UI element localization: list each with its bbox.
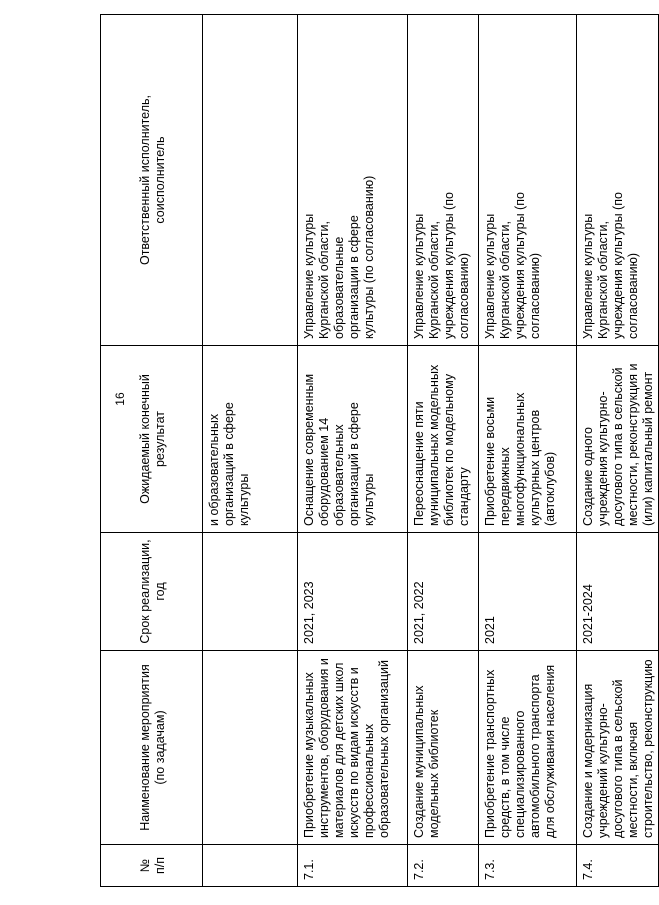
cell-number: 7.2. [408,845,479,887]
cell-number [203,845,298,887]
cell-measure-name [203,651,298,845]
table-row [479,15,577,887]
header-measure-name: Наименование мероприятия (по задачам) [101,651,203,845]
cell-term: 2021, 2023 [298,533,408,651]
measures-table-container [100,15,655,887]
table-row [577,15,659,887]
header-executor: Ответственный исполнитель, соисполнитель [101,15,203,346]
page-number: 16 [113,392,127,406]
cell-expected-result: Переоснащение пяти муниципальных модельных библиотек по модельному стандарту [408,346,479,533]
cell-measure-name: Приобретение музыкальных инструментов, оборудования и материалов для детских школ искусств по видам искусств и профессиональных образовательных организаций [298,651,408,845]
table-row-continuation [203,15,298,887]
table-row [298,15,408,887]
cell-expected-result: Приобретение восьми передвижных многофункциональных культурных центров (автоклубов) [479,346,577,533]
header-term: Срок реализации, год [101,533,203,651]
cell-term: 2021, 2022 [408,533,479,651]
cell-executor: Управление культуры Курганской области, учреждения культуры (по согласованию) [408,15,479,346]
cell-measure-name: Приобретение транспортных средств, в том числе специализированного автомобильного транспорта для обслуживания населения [479,651,577,845]
cell-executor: Управление культуры Курганской области, учреждения культуры (по согласованию) [577,15,659,346]
cell-measure-name: Создание муниципальных модельных библиотек [408,651,479,845]
measures-table [100,14,659,887]
cell-measure-name: Создание и модернизация учреждений культурно- досугового типа в сельской местности, включая строительство, реконструкцию [577,651,659,845]
table-row [408,15,479,887]
cell-number: 7.4. [577,845,659,887]
cell-executor: Управление культуры Курганской области, учреждения культуры (по согласованию) [479,15,577,346]
cell-term [203,533,298,651]
header-expected-result: Ожидаемый конечный результат [101,346,203,533]
cell-executor: Управление культуры Курганской области, образовательные организации в сфере культуры (по согласованию) [298,15,408,346]
cell-term: 2021-2024 [577,533,659,651]
cell-expected-result: Оснащение современным оборудованием 14 образовательных организаций в сфере культуры [298,346,408,533]
cell-number: 7.3. [479,845,577,887]
cell-expected-result: Создание одного учреждения культурно- досугового типа в сельской местности, реконструкция и (или) капитальный ремонт [577,346,659,533]
header-number: № п/п [101,845,203,887]
cell-term: 2021 [479,533,577,651]
cell-expected-result: и образовательных организаций в сфере культуры [203,346,298,533]
table-header-row [101,15,203,887]
cell-number: 7.1. [298,845,408,887]
cell-executor [203,15,298,346]
